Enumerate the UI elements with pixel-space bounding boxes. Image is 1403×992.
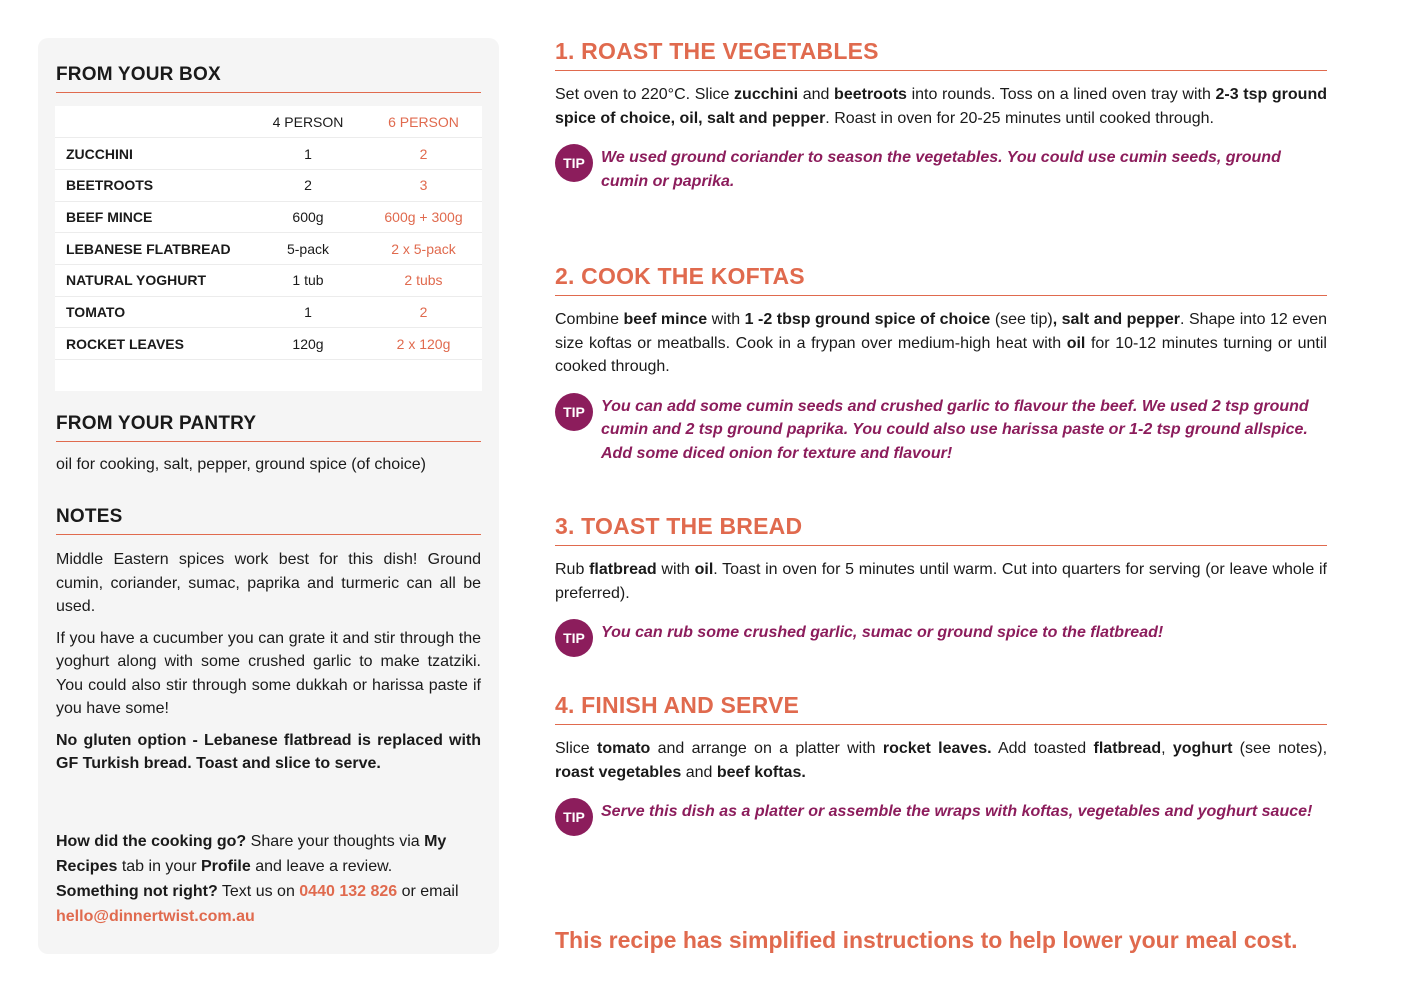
profile-link[interactable]: Profile [200, 858, 251, 875]
tip-box [555, 798, 1327, 836]
qty-4-person: 1 [251, 138, 365, 170]
bold-ingredient: zucchini [734, 86, 799, 103]
table-row [55, 233, 482, 265]
tip-text: Serve this dish as a platter or assemble the wraps with koftas, vegetables and yoghurt sauce! [601, 803, 1313, 820]
my-recipes-link[interactable]: My Recipes [56, 833, 447, 875]
header-6-person: 6 PERSON [365, 106, 482, 138]
notes-heading: NOTES [56, 506, 481, 535]
table-row [55, 296, 482, 328]
ingredient-name: BEETROOTS [55, 169, 251, 201]
ingredient-name: BEEF MINCE [55, 201, 251, 233]
note-gluten-free: No gluten option - Lebanese flatbread is replaced with GF Turkish bread. Toast and slice to serve. [56, 731, 481, 772]
qty-4-person: 120g [251, 328, 365, 360]
qty-4-person: 1 [251, 296, 365, 328]
table-row [55, 264, 482, 296]
bold-ingredient: beetroots [834, 86, 907, 103]
bold-ingredient: oil [694, 561, 714, 578]
sidebar-panel [38, 38, 499, 954]
tip-text: You can rub some crushed garlic, sumac or ground spice to the flatbread! [601, 624, 1164, 641]
table-row [55, 169, 482, 201]
bold-ingredient: rocket leaves. [882, 740, 992, 757]
tip-badge-icon: TIP [555, 393, 593, 431]
ingredient-name: TOMATO [55, 296, 251, 328]
bold-ingredient: 1 -2 tbsp ground spice of choice [744, 311, 991, 328]
qty-6-person: 2 x 5-pack [365, 233, 482, 265]
tip-box [555, 393, 1327, 466]
feedback-question: How did the cooking go? [56, 833, 247, 850]
bold-ingredient: tomato [596, 740, 651, 757]
table-row [55, 201, 482, 233]
step-title: 1. ROAST THE VEGETABLES [555, 38, 1327, 71]
step-title: 3. TOAST THE BREAD [555, 513, 1327, 546]
tip-box [555, 144, 1327, 193]
bold-ingredient: flatbread [1093, 740, 1162, 757]
qty-4-person: 2 [251, 169, 365, 201]
qty-6-person: 2 [365, 138, 482, 170]
step-3 [555, 513, 1327, 657]
tip-box [555, 619, 1327, 657]
qty-6-person: 2 tubs [365, 264, 482, 296]
note-tzatziki: If you have a cucumber you can grate it and stir through the yoghurt along with some crushed garlic to make tzatziki. You could also stir through some dukkah or harissa paste if you have some! [56, 629, 481, 717]
step-body: Set oven to 220°C. Slice zucchini and beetroots into rounds. Toss on a lined oven tray with 2-3 tsp ground spice of choice, oil, salt and pepper. Roast in oven for 20-25 minutes until cooked through. [555, 86, 1327, 127]
ingredients-table [55, 106, 482, 391]
qty-6-person: 600g + 300g [365, 201, 482, 233]
tip-text: You can add some cumin seeds and crushed garlic to flavour the beef. We used 2 tsp ground cumin and 2 tsp ground paprika. You could also use harissa paste or 1-2 tsp ground allspice. Add some diced onion for texture and flavour! [601, 397, 1309, 462]
step-body: Slice tomato and arrange on a platter with rocket leaves. Add toasted flatbread, yoghurt (see notes), roast vegetables and beef koftas. [555, 740, 1328, 781]
step-1 [555, 38, 1327, 193]
step-4 [555, 692, 1327, 836]
from-your-pantry-heading: FROM YOUR PANTRY [56, 413, 481, 442]
ingredient-name: NATURAL YOGHURT [55, 264, 251, 296]
bold-ingredient: roast vegetables [555, 763, 682, 781]
table-header-row [55, 106, 482, 138]
qty-6-person: 3 [365, 169, 482, 201]
step-2 [555, 263, 1327, 465]
table-row [55, 138, 482, 170]
notes-body [56, 548, 481, 784]
bold-ingredient: beef koftas. [716, 763, 806, 781]
phone-number-link[interactable]: 0440 132 826 [299, 883, 398, 900]
tip-badge-icon: TIP [555, 798, 593, 836]
simplified-instructions-note: This recipe has simplified instructions to help lower your meal cost. [555, 927, 1298, 953]
step-title: 2. COOK THE KOFTAS [555, 263, 1327, 296]
bold-ingredient: yoghurt [1172, 740, 1233, 757]
table-row [55, 328, 482, 360]
bold-ingredient: flatbread [589, 561, 657, 578]
qty-6-person: 2 [365, 296, 482, 328]
step-body: Combine beef mince with 1 -2 tbsp ground spice of choice (see tip), salt and pepper. Shape into 12 even size koftas or meatballs. Cook in a frypan over medium-high heat with oil for 10-12 minutes turning or until cooked through. [555, 311, 1327, 375]
bold-ingredient: oil [1066, 334, 1086, 352]
bold-ingredient: , salt and pepper [1052, 311, 1180, 328]
header-blank [55, 106, 251, 138]
tip-badge-icon: TIP [555, 619, 593, 657]
header-4-person: 4 PERSON [251, 106, 365, 138]
step-body: Rub flatbread with oil. Toast in oven for 5 minutes until warm. Cut into quarters for serving (or leave whole if preferred). [555, 561, 1328, 602]
ingredient-name: LEBANESE FLATBREAD [55, 233, 251, 265]
qty-4-person: 1 tub [251, 264, 365, 296]
contact-info: How did the cooking go? Share your thoughts via My Recipes tab in your Profile and leave a review. Something not right? Text us on 0440 132 826 or email hello@dinnertwist.com.au [56, 833, 459, 925]
note-spices: Middle Eastern spices work best for this dish! Ground cumin, coriander, sumac, paprika and turmeric can all be used. [56, 551, 481, 615]
email-link[interactable]: hello@dinnertwist.com.au [56, 908, 255, 925]
tip-badge-icon: TIP [555, 144, 593, 182]
qty-6-person: 2 x 120g [365, 328, 482, 360]
bold-ingredient: 2-3 tsp ground spice of choice, oil, salt and pepper [555, 86, 1327, 127]
table-spacer-row [55, 360, 482, 391]
from-your-box-heading: FROM YOUR BOX [56, 64, 481, 93]
bold-ingredient: beef mince [623, 311, 708, 328]
tip-text: We used ground coriander to season the vegetables. You could use cumin seeds, ground cumin or paprika. [601, 149, 1281, 190]
pantry-items: oil for cooking, salt, pepper, ground spice (of choice) [56, 456, 426, 473]
step-title: 4. FINISH AND SERVE [555, 692, 1327, 725]
qty-4-person: 5-pack [251, 233, 365, 265]
ingredient-name: ROCKET LEAVES [55, 328, 251, 360]
issue-question: Something not right? [56, 883, 218, 900]
ingredient-name: ZUCCHINI [55, 138, 251, 170]
qty-4-person: 600g [251, 201, 365, 233]
